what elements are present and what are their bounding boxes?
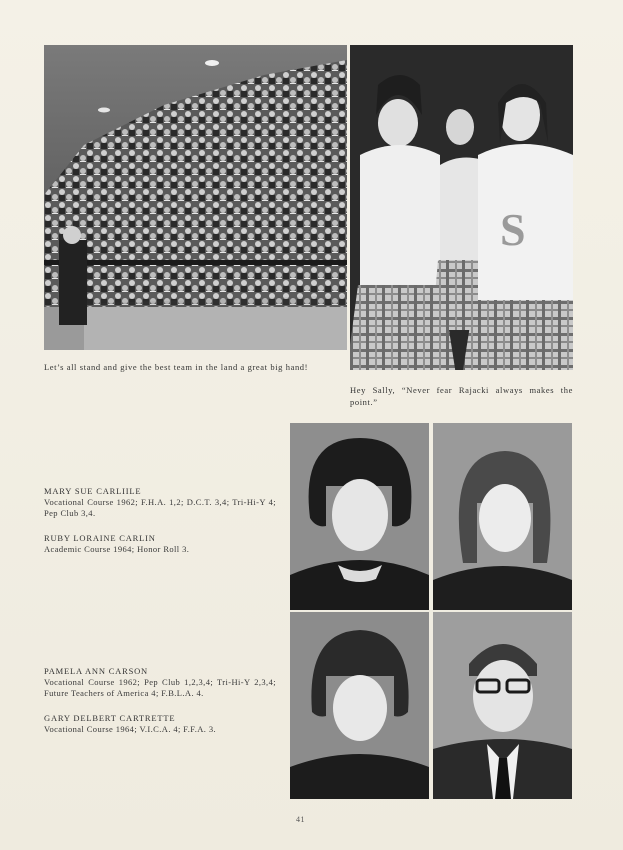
portrait-image [290,423,429,610]
student-details: Vocational Course 1964; V.I.C.A. 4; F.F.A. 3. [44,724,217,734]
svg-text:S: S [500,204,526,255]
student-bio [44,713,276,735]
crowd-image [44,45,347,350]
portrait-photo [290,423,429,610]
student-bio [44,533,276,555]
page-number: 41 [296,815,305,824]
student-bio [44,666,276,699]
cheerleaders-caption: Hey Sally, “Never fear Rajacki always makes the point.” [350,385,573,407]
portrait-image [433,423,572,610]
student-details: Vocational Course 1962; Pep Club 1,2,3,4; Tri-Hi-Y 2,3,4; Future Teachers of America 4; F.B.L.A. 4. [44,677,276,698]
student-name: RUBY LORAINE CARLIN [44,533,156,543]
crowd-caption: Let’s all stand and give the best team in the land a great big hand! [44,362,309,372]
student-name: MARY SUE CARLIILE [44,486,142,496]
cheerleaders-photo [350,45,573,370]
portrait-photo [290,612,429,799]
student-name: PAMELA ANN CARSON [44,666,148,676]
portrait-image [290,612,429,799]
portrait-image [433,612,572,799]
student-details: Vocational Course 1962; F.H.A. 1,2; D.C.T. 3,4; Tri-Hi-Y 4; Pep Club 3,4. [44,497,276,518]
student-name: GARY DELBERT CARTRETTE [44,713,176,723]
portrait-photo [433,423,572,610]
portrait-photo [433,612,572,799]
cheerleaders-image [350,45,573,370]
student-bio [44,486,276,519]
crowd-photo [44,45,347,350]
student-details: Academic Course 1964; Honor Roll 3. [44,544,190,554]
